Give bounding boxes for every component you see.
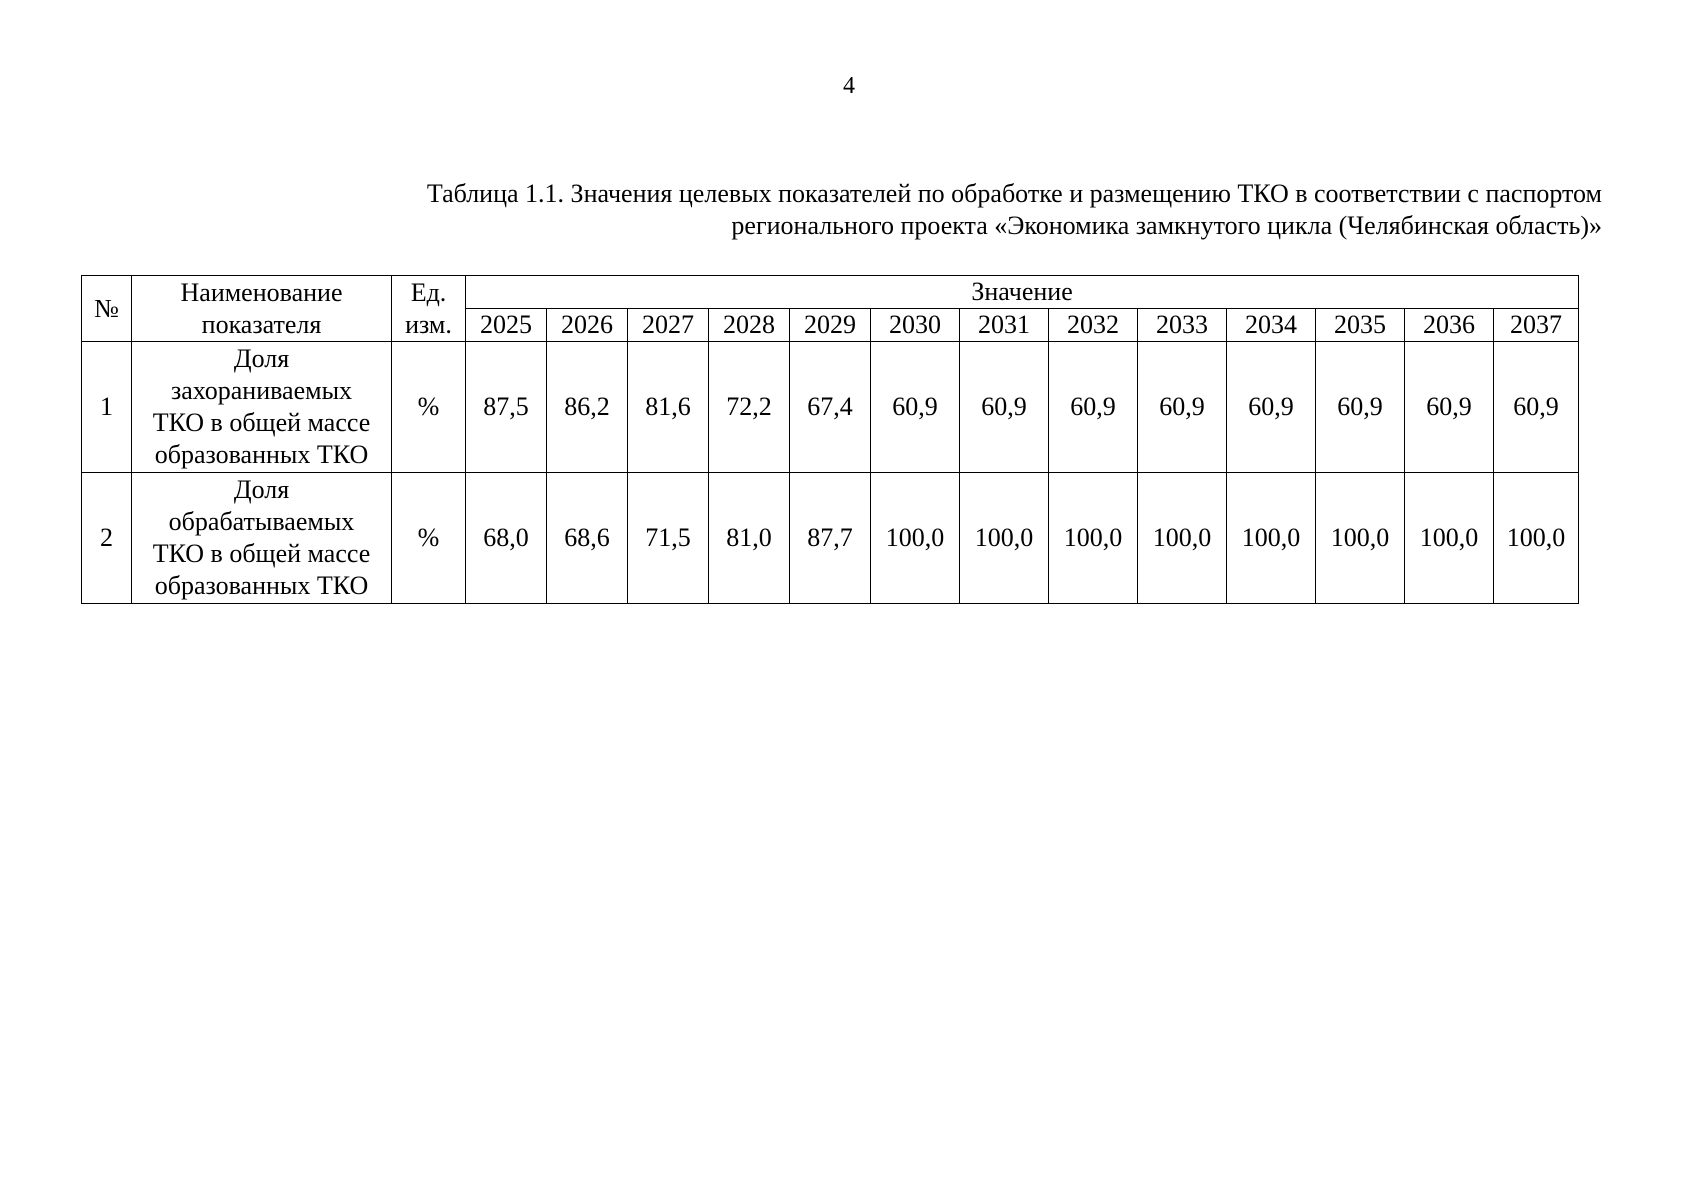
row-unit: % — [392, 473, 466, 604]
row-value-cell: 100,0 — [871, 473, 960, 604]
header-year: 2033 — [1138, 309, 1227, 342]
row-value-cell: 60,9 — [1049, 342, 1138, 473]
row-indicator-name-line: обрабатываемых — [168, 507, 355, 536]
row-value-cell: 87,5 — [466, 342, 547, 473]
row-value-cell: 60,9 — [1316, 342, 1405, 473]
header-year: 2034 — [1227, 309, 1316, 342]
header-year: 2031 — [960, 309, 1049, 342]
table-row — [82, 473, 1579, 604]
header-unit-line-2: изм. — [405, 309, 452, 339]
header-name-line-2: показателя — [201, 309, 322, 339]
row-indicator-name-line: Доля — [233, 344, 290, 373]
row-indicator-name-line: Доля — [233, 475, 290, 504]
row-value-cell: 100,0 — [1227, 473, 1316, 604]
header-name-line-1: Наименование — [180, 277, 343, 307]
row-value-cell: 60,9 — [1405, 342, 1494, 473]
row-value-cell: 86,2 — [547, 342, 628, 473]
row-indicator-name-line: образованных ТКО — [154, 440, 369, 469]
row-value-cell: 60,9 — [960, 342, 1049, 473]
header-year: 2027 — [628, 309, 709, 342]
row-num: 2 — [82, 473, 132, 604]
row-indicator-name-line: ТКО в общей массе — [152, 408, 371, 437]
header-value: Значение — [466, 276, 1579, 309]
row-value-cell: 72,2 — [709, 342, 790, 473]
page-number: 4 — [843, 73, 855, 99]
table-row — [82, 342, 1579, 473]
header-year: 2029 — [790, 309, 871, 342]
header-year: 2032 — [1049, 309, 1138, 342]
header-year: 2025 — [466, 309, 547, 342]
header-unit — [392, 276, 466, 342]
row-value-cell: 81,6 — [628, 342, 709, 473]
header-name — [132, 276, 392, 342]
row-indicator-name — [132, 342, 392, 473]
header-year: 2028 — [709, 309, 790, 342]
row-num: 1 — [82, 342, 132, 473]
header-row-1 — [82, 276, 1579, 309]
header-year: 2036 — [1405, 309, 1494, 342]
row-value-cell: 60,9 — [1138, 342, 1227, 473]
row-value-cell: 100,0 — [1138, 473, 1227, 604]
caption-line-1: Таблица 1.1. Значения целевых показателей по обработке и размещению ТКО в соответствии с паспортом — [426, 179, 1602, 208]
header-year: 2026 — [547, 309, 628, 342]
row-value-cell: 68,6 — [547, 473, 628, 604]
header-year: 2030 — [871, 309, 960, 342]
row-unit: % — [392, 342, 466, 473]
indicators-table — [81, 275, 1579, 604]
row-value-cell: 100,0 — [1405, 473, 1494, 604]
table-caption — [202, 178, 1602, 242]
row-indicator-name-line: ТКО в общей массе — [152, 539, 371, 568]
row-value-cell: 60,9 — [1494, 342, 1579, 473]
row-value-cell: 100,0 — [960, 473, 1049, 604]
header-num: № — [82, 276, 132, 342]
row-value-cell: 100,0 — [1049, 473, 1138, 604]
row-indicator-name-line: образованных ТКО — [154, 571, 369, 600]
row-indicator-name-line: захораниваемых — [170, 376, 353, 405]
row-value-cell: 100,0 — [1494, 473, 1579, 604]
row-value-cell: 71,5 — [628, 473, 709, 604]
header-year: 2035 — [1316, 309, 1405, 342]
header-unit-line-1: Ед. — [410, 277, 447, 307]
header-year: 2037 — [1494, 309, 1579, 342]
row-value-cell: 60,9 — [871, 342, 960, 473]
row-indicator-name — [132, 473, 392, 604]
row-value-cell: 67,4 — [790, 342, 871, 473]
row-value-cell: 87,7 — [790, 473, 871, 604]
row-value-cell: 100,0 — [1316, 473, 1405, 604]
row-value-cell: 81,0 — [709, 473, 790, 604]
row-value-cell: 60,9 — [1227, 342, 1316, 473]
row-value-cell: 68,0 — [466, 473, 547, 604]
caption-line-2: регионального проекта «Экономика замкнутого цикла (Челябинская область)» — [731, 211, 1602, 240]
